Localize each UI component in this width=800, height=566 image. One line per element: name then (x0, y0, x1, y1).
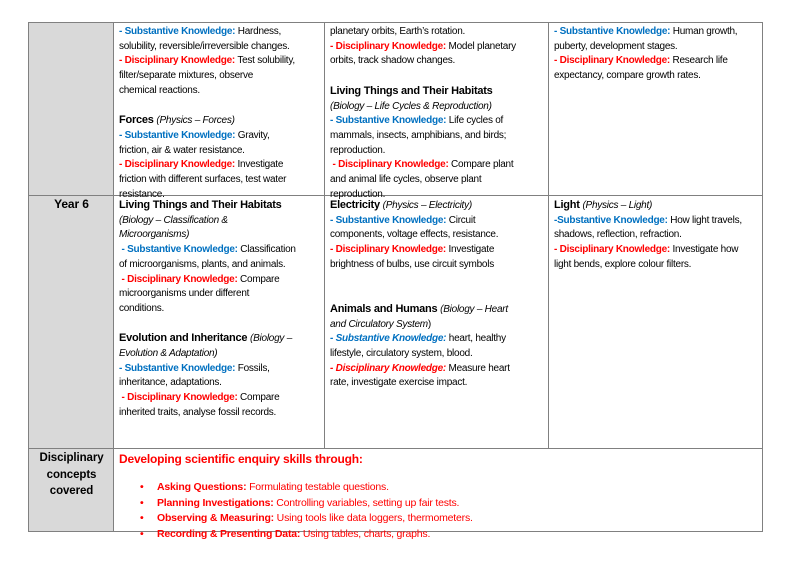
text-line (330, 302, 544, 318)
text-line (330, 144, 544, 159)
bullet-icon: • (140, 496, 144, 509)
text-run: - Substantive Knowledge: (330, 214, 447, 226)
text-line (119, 158, 320, 173)
text-line (554, 69, 758, 84)
text-run: (Biology – Heart (440, 303, 508, 315)
text-line (119, 40, 320, 55)
text-line (330, 54, 544, 69)
text-line (119, 287, 320, 302)
text-line (119, 129, 320, 144)
text-run: Formulating testable questions. (246, 481, 389, 493)
text-line (119, 144, 320, 159)
text-run: Forces (119, 114, 157, 127)
text-line (330, 158, 544, 173)
text-run: Developing scientific enquiry skills through: (119, 452, 363, 466)
text-line (554, 214, 758, 229)
text-line (119, 214, 320, 229)
text-run: friction with different surfaces, test water (119, 174, 287, 186)
text-run: (Biology – Classification & (119, 214, 228, 226)
text-run: - Disciplinary Knowledge: (330, 40, 446, 52)
text-run: orbits, track shadow changes. (330, 55, 456, 67)
text-line (330, 84, 544, 100)
row-disciplinary-concepts (29, 449, 763, 532)
text-line (119, 243, 320, 258)
text-run: -Substantive Knowledge: (554, 214, 668, 226)
text-run: Using tools like data loggers, thermometers. (273, 512, 473, 525)
text-line (554, 40, 758, 55)
text-run: - Disciplinary Knowledge: (330, 244, 446, 256)
text-line (119, 331, 320, 347)
text-run: Research life (670, 55, 728, 67)
text-line (330, 287, 544, 302)
cell-year6-label (29, 196, 114, 449)
text-run: (Physics – Light) (582, 200, 653, 211)
text-line (119, 99, 320, 114)
text-run: - Disciplinary Knowledge: (119, 273, 238, 285)
text-line (330, 25, 544, 40)
text-line (119, 198, 320, 214)
text-run: - Disciplinary Knowledge: (554, 244, 670, 256)
text-run: How light travels, (667, 214, 742, 226)
text-run: (Biology – Life Cycles & Reproduction) (330, 100, 492, 112)
enquiry-bullet-list (119, 480, 758, 542)
text-run: - Substantive Knowledge: (330, 115, 447, 127)
text-run: of microorganisms, plants, and animals. (119, 258, 286, 270)
text-run: Human growth, (670, 26, 738, 37)
text-run: Test solubility, (235, 55, 295, 67)
text-line (119, 54, 320, 69)
text-run: Evolution & Adaptation) (119, 348, 218, 360)
text-line (330, 273, 544, 288)
curriculum-table (28, 22, 763, 540)
text-line (119, 173, 320, 188)
text-line (330, 100, 544, 115)
text-line (330, 114, 544, 129)
text-run: - Substantive Knowledge: (330, 333, 447, 345)
text-run: Investigate how (670, 244, 739, 256)
text-run: heart, healthy (446, 333, 506, 345)
text-run: Evolution and Inheritance (119, 332, 251, 345)
text-line (330, 376, 544, 391)
text-run: Measure heart (446, 362, 510, 374)
text-run: - Substantive Knowledge: (119, 26, 236, 37)
text-run: Hardness, (235, 26, 282, 37)
text-line (330, 129, 544, 144)
text-line (119, 69, 320, 84)
text-run: Life cycles of (446, 115, 504, 127)
text-run: reproduction. (330, 188, 386, 200)
text-run: - Substantive Knowledge: (119, 362, 236, 374)
text-run: (Biology – (250, 333, 292, 345)
text-run: Investigate (446, 244, 495, 256)
text-line (119, 496, 758, 512)
text-run: - Disciplinary Knowledge: (554, 55, 670, 67)
text-run: Investigate (235, 159, 284, 171)
text-line (330, 332, 544, 347)
text-line (330, 347, 544, 362)
text-run: Circuit (446, 214, 476, 226)
text-run: solubility, reversible/irreversible changes. (119, 40, 290, 52)
text-run: Animals and Humans (330, 302, 441, 315)
text-run: Living Things and Their Habitats (330, 84, 493, 97)
text-line (330, 69, 544, 84)
text-line (119, 258, 320, 273)
text-run: chemical reactions. (119, 84, 200, 96)
cell-year6-light (549, 196, 763, 449)
text-line (330, 362, 544, 377)
text-run: Compare (237, 392, 280, 404)
cell-space-lifecycles (325, 23, 549, 200)
text-run: friction, air & water resistance. (119, 144, 245, 156)
cell-materials-forces (114, 23, 325, 200)
row-year6 (29, 196, 763, 449)
text-line (554, 198, 758, 214)
bullet-icon: • (140, 481, 144, 493)
text-line (554, 54, 758, 69)
text-line (119, 228, 320, 243)
text-run: Planning Investigations: (157, 496, 274, 509)
text-line (119, 527, 758, 543)
text-run: (Physics – Forces) (156, 115, 235, 127)
text-run: Using tables, charts, graphs. (300, 527, 431, 540)
text-run: and animal life cycles, observe plant (330, 174, 482, 186)
text-line (330, 243, 544, 258)
text-run: Electricity (330, 199, 383, 211)
text-run: shadows, reflection, refraction. (554, 229, 682, 241)
text-line (119, 406, 320, 421)
text-line (554, 243, 758, 258)
text-run: Fossils, (235, 362, 270, 374)
text-run: - Disciplinary Knowledge: (119, 159, 235, 171)
text-run: expectancy, compare growth rates. (554, 70, 701, 82)
cell-year6-electricity-humans (325, 196, 549, 449)
text-line (119, 113, 320, 129)
text-run: Observing & Measuring: (157, 512, 274, 525)
bullet-icon: • (140, 527, 144, 540)
text-run: rate, investigate exercise impact. (330, 377, 468, 389)
text-run: Model planetary (446, 40, 516, 52)
text-run: and Circulatory System (330, 318, 428, 330)
text-line (554, 258, 758, 273)
text-run: brightness of bulbs, use circuit symbols (330, 258, 494, 270)
row-continuation (29, 23, 763, 196)
text-line (119, 273, 320, 288)
text-line (554, 25, 758, 40)
year6-label-text: Year 6 (54, 197, 89, 211)
text-line (119, 347, 320, 362)
text-line (330, 318, 544, 333)
text-run: Microorganisms) (119, 229, 190, 241)
text-run: Living Things and Their Habitats (119, 199, 282, 211)
text-run: components, voltage effects, resistance. (330, 229, 499, 241)
cell-human-development (549, 23, 763, 196)
text-run: - Disciplinary Knowledge: (119, 55, 235, 67)
text-line (330, 228, 544, 243)
text-line (119, 302, 320, 317)
cell-year6-biology (114, 196, 325, 449)
text-line (119, 25, 320, 40)
text-run: conditions. (119, 302, 165, 314)
text-run: Controlling variables, setting up fair tests. (273, 496, 460, 509)
text-line (119, 362, 320, 377)
text-run: lifestyle, circulatory system, blood. (330, 348, 473, 360)
text-line (330, 40, 544, 55)
text-line (119, 317, 320, 332)
cell-disciplinary-label (29, 449, 114, 532)
text-run: Asking Questions: (157, 481, 247, 493)
text-run: - Disciplinary Knowledge: (330, 362, 446, 374)
text-run: - Substantive Knowledge: (554, 26, 671, 37)
text-run: filter/separate mixtures, observe (119, 70, 254, 82)
text-line (330, 198, 544, 214)
text-run: - Substantive Knowledge: (119, 244, 238, 256)
text-run: inheritance, adaptations. (119, 377, 222, 389)
text-line (119, 376, 320, 391)
text-line (554, 228, 758, 243)
text-line (330, 173, 544, 188)
enquiry-heading (119, 451, 758, 467)
text-run: ) (427, 318, 431, 330)
text-run: - Substantive Knowledge: (119, 129, 236, 141)
text-line (119, 391, 320, 406)
text-run: Light (554, 199, 583, 211)
text-line (119, 451, 758, 467)
text-line (119, 511, 758, 527)
text-run: resistance. (119, 188, 165, 200)
text-run: mammals, insects, amphibians, and birds; (330, 129, 507, 141)
bullet-icon: • (140, 512, 144, 525)
text-run: microorganisms under different (119, 288, 250, 300)
text-run: Recording & Presenting Data: (157, 527, 301, 540)
text-run: - Disciplinary Knowledge: (119, 392, 238, 404)
text-line (330, 214, 544, 229)
text-run: puberty, development stages. (554, 40, 678, 52)
cell-continuation-label (29, 23, 114, 196)
text-run: reproduction. (330, 144, 386, 156)
text-run: - Disciplinary Knowledge: (330, 159, 449, 171)
text-run: Classification (237, 244, 296, 256)
text-line (330, 258, 544, 273)
text-line (119, 84, 320, 99)
text-line (119, 480, 758, 496)
cell-enquiry-skills (114, 449, 763, 540)
text-run: light bends, explore colour filters. (554, 258, 692, 270)
text-run: (Physics – Electricity) (382, 200, 472, 211)
text-run: Compare plant (448, 159, 514, 171)
text-run: inherited traits, analyse fossil records. (119, 406, 277, 418)
text-run: Compare (237, 273, 280, 285)
disciplinary-label-text: Disciplinary concepts covered (39, 452, 104, 497)
text-run: planetary orbits, Earth’s rotation. (330, 26, 466, 37)
text-run: Gravity, (235, 129, 270, 141)
